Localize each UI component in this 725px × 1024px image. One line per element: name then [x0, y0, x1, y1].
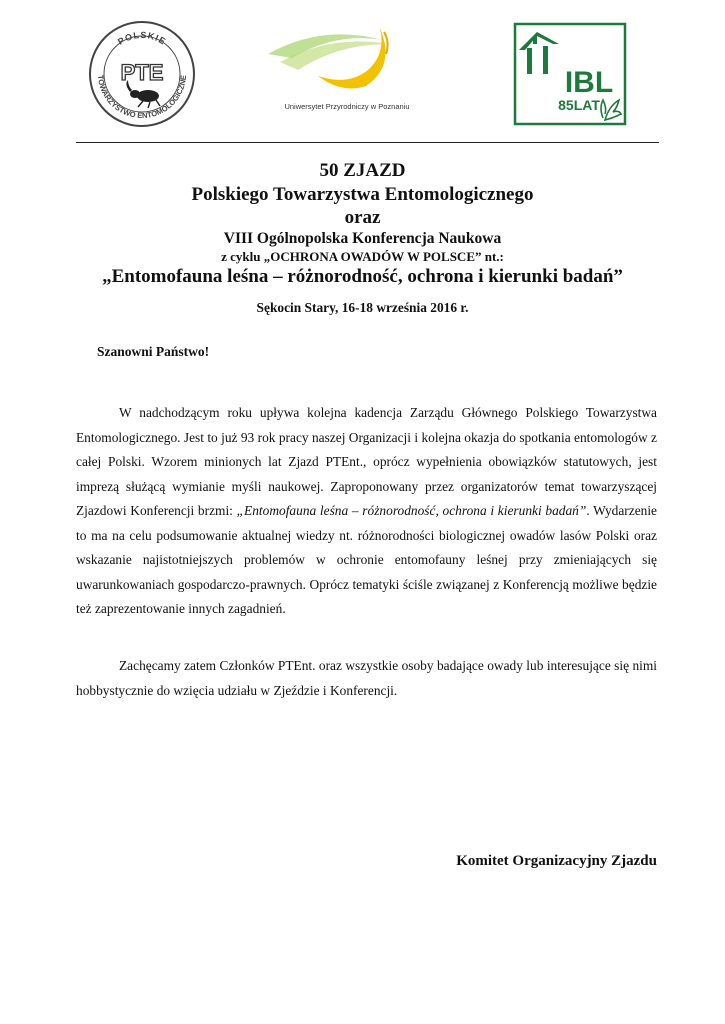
- svg-text:POLSKIE: [116, 30, 168, 47]
- ibl-sub-text: 85LAT: [558, 97, 600, 113]
- conference-series: z cyklu „OCHRONA OWADÓW W POLSCE” nt.:: [221, 249, 504, 264]
- congress-number: 50 ZJAZD: [319, 160, 406, 181]
- paragraph-1-text-b: . Wydarzenie to ma na celu podsumowanie aktualnej wiedzy nt. różnorodności biologicznej owadów lasów Polski oraz wskazanie najistotniejszych problemów w ochronie entomofauny leśnej przy zmieniających się uwarunkowaniach gospodarczo-prawnych. Oprócz tematyki ściśle związanej z Konferencją możliwe będzie też zaprezentowanie innych zagadnień.: [76, 503, 658, 616]
- topic-italic: „Entomofauna leśna – różnorodność, ochrona i kierunki badań”: [236, 503, 587, 518]
- ibl-main-text: IBL: [564, 66, 614, 99]
- oak-leaf-icon: [601, 100, 621, 120]
- ibl-logo: [513, 22, 627, 126]
- pte-ring-top-text: POLSKIE: [116, 29, 168, 47]
- body-paragraph-1: [76, 401, 657, 622]
- paragraph-2-text: Zachęcamy zatem Członków PTEnt. oraz wszystkie osoby badające owady lub interesujące się nimi hobbystycznie do wzięcia udziału w Zjeździe i Konferencji.: [76, 658, 657, 698]
- pte-ring-bottom-text: TOWARZYSTWO ENTOMOLOGICZNE: [95, 74, 189, 121]
- body-paragraph-2: [76, 654, 657, 703]
- pte-logo: [88, 20, 196, 128]
- house-icon: [519, 32, 559, 74]
- conference-name: VIII Ogólnopolska Konferencja Naukowa: [223, 230, 502, 247]
- conference-topic: „Entomofauna leśna – różnorodność, ochrona i kierunki badań”: [102, 266, 623, 287]
- upp-caption: Uniwersytet Przyrodniczy w Poznaniu: [284, 102, 410, 111]
- header-divider: [76, 142, 659, 143]
- venue-date: Sękocin Stary, 16-18 września 2016 r.: [256, 300, 469, 315]
- logo-bar: [0, 18, 725, 130]
- conjunction: oraz: [344, 207, 381, 228]
- upp-logo: [262, 18, 432, 118]
- society-name: Polskiego Towarzystwa Entomologicznego: [191, 184, 534, 205]
- paragraph-1-text-a: W nadchodzącym roku upływa kolejna kadencja Zarządu Głównego Polskiego Towarzystwa Entomologicznego. Jest to już 93 rok pracy naszej Organizacji i kolejna okazja do spotkania entomologów z całej Polski. Wzorem minionych lat Zjazd PTEnt., oprócz wypełnienia obowiązków statutowych, jest imprezą służącą wymianie myśli naukowej. Zaproponowany przez organizatorów temat towarzyszącej Zjazdowi Konferencji brzmi:: [76, 405, 657, 518]
- signature: Komitet Organizacyjny Zjazdu: [456, 853, 657, 869]
- greeting: Szanowni Państwo!: [97, 344, 210, 359]
- pte-center-text: PTE: [120, 60, 164, 85]
